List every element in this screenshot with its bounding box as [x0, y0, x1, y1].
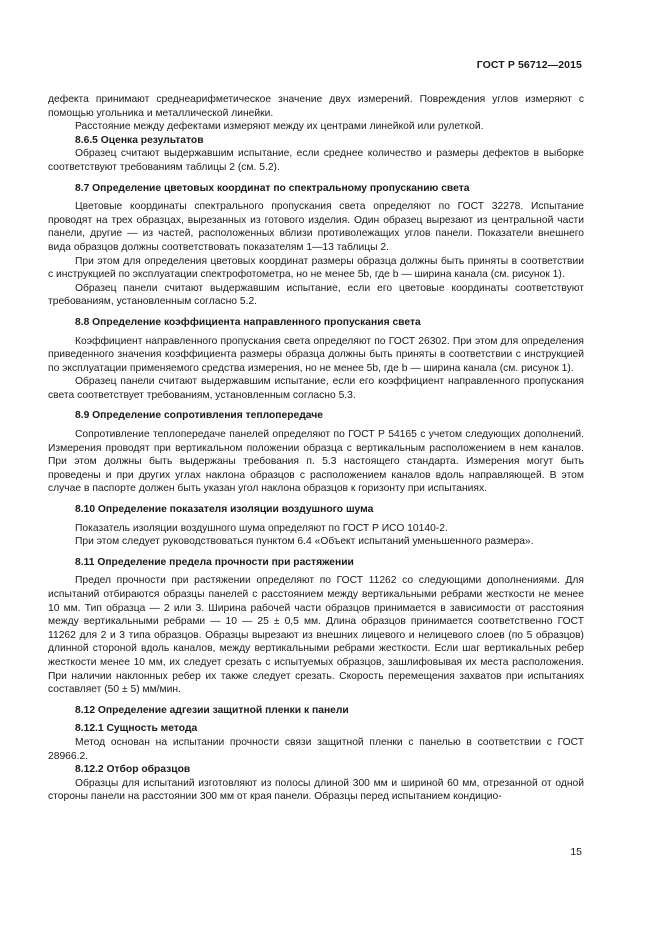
paragraph: Метод основан на испытании прочности связи защитной пленки с панелью в соответствии с ГОСТ 28966.2. — [48, 736, 584, 762]
section-heading: 8.11 Определение предела прочности при растяжении — [75, 556, 354, 568]
section-heading: 8.12.2 Отбор образцов — [75, 764, 191, 776]
paragraph: Образец панели считают выдержавшим испытание, если его коэффициент направленного пропускания света соответствует требованиям, установленным согласно 5.3. — [48, 376, 584, 401]
section-heading: 8.12 Определение адгезии защитной пленки к панели — [75, 704, 349, 716]
section-heading: 8.10 Определение показателя изоляции воздушного шума — [75, 504, 374, 516]
section-heading: 8.7 Определение цветовых координат по спектральному пропусканию света — [75, 182, 470, 194]
paragraph: Сопротивление теплопередаче панелей определяют по ГОСТ Р 54165 с учетом следующих дополнений. Измерения проводят при вертикальном положении образца с вертикальным расположением в нем каналов. При этом должны быть выдержаны требования п. 5.3 настоящего стандарта. Измерения могут быть проведены и при других углах наклона образцов с расположением каналов вдоль направляющей. В этом случае в паспорте должен быть указан угол наклона образцов к горизонту при испытаниях. — [48, 429, 584, 495]
paragraph: Образцы для испытаний изготовляют из полосы длиной 300 мм и шириной 60 мм, отрезанной от одной стороны панели на расстоянии 300 мм от края панели. Образцы перед испытанием кондицио- — [48, 777, 584, 803]
paragraph: Коэффициент направленного пропускания света определяют по ГОСТ 26302. При этом для определения приведенного значения коэффициента размеры образца должны быть приняты в соответствии с инструкцией по эксплуатации применяемого средства измерения, но не менее 5b, где b — ширина канала (см. рисунок 1). — [48, 335, 584, 374]
page-number: 15 — [570, 846, 582, 858]
section-heading: 8.9 Определение сопротивления теплопередаче — [75, 410, 323, 422]
section-heading: 8.12.1 Сущность метода — [75, 723, 198, 735]
paragraph: Цветовые координаты спектрального пропускания света определяют по ГОСТ 32278. Испытание проводят на трех образцах, вырезанных из готового изделия. Один образец вырезают из центральной части панели, другие — из частей, расположенных вблизи противолежащих углов панели. Показатели внешнего вида образцов должны соответствовать показателям 1—13 таблицы 2. — [48, 201, 584, 253]
paragraph: Предел прочности при растяжении определяют по ГОСТ 11262 со следующими дополнениями. Для испытаний отбираются образцы панелей с расстоянием между вертикальными ребрами жесткости не менее 10 мм. Тип образца — 2 или 3. Ширина рабочей части образцов принимается в зависимости от расстояния между вертикальными ребрами — 10 — 25 ± 0,5 мм. Длина образцов принимается соответственно ГОСТ 11262 для 2 и 3 типа образцов. Образцы вырезают из внешних лицевого и нелицевого слоев (по 5 образцов) длинной стороной вдоль каналов, между вертикальными ребрами жесткости. Если шаг вертикальных ребер жесткости менее 10 мм, их следует срезать с испытуемых образцов, зашлифовывая их места расположения. При наличии наклонных ребер их также следует срезать. Скорость перемещения захватов при испытаниях составляет (50 ± 5) мм/мин. — [48, 575, 584, 696]
document-header-id: ГОСТ Р 56712—2015 — [476, 59, 582, 71]
section-heading: 8.6.5 Оценка результатов — [75, 134, 204, 146]
paragraph: Показатель изоляции воздушного шума определяют по ГОСТ Р ИСО 10140-2. — [75, 522, 448, 534]
paragraph: При этом для определения цветовых координат размеры образца должны быть приняты в соответствии с инструкцией по эксплуатации спектрофотометра, но не менее 5b, где b — ширина канала (см. рисунок 1). — [48, 255, 584, 281]
paragraph: дефекта принимают среднеарифметическое значение двух измерений. Повреждения углов измеряют с помощью угольника и металлической линейки. — [48, 94, 584, 119]
section-heading: 8.8 Определение коэффициента направленного пропускания света — [75, 316, 421, 328]
paragraph: При этом следует руководствоваться пунктом 6.4 «Объект испытаний уменьшенного размера». — [75, 536, 534, 548]
paragraph: Образец панели считают выдержавшим испытание, если его цветовые координаты соответствуют требованиям, установленным согласно 5.2. — [48, 282, 584, 308]
page-body — [48, 93, 584, 804]
paragraph: Образец считают выдержавшим испытание, если среднее количество и размеры дефектов в выборке соответствуют требованиям таблицы 2 (см. 5.2). — [48, 148, 584, 173]
paragraph: Расстояние между дефектами измеряют между их центрами линейкой или рулеткой. — [75, 121, 484, 133]
